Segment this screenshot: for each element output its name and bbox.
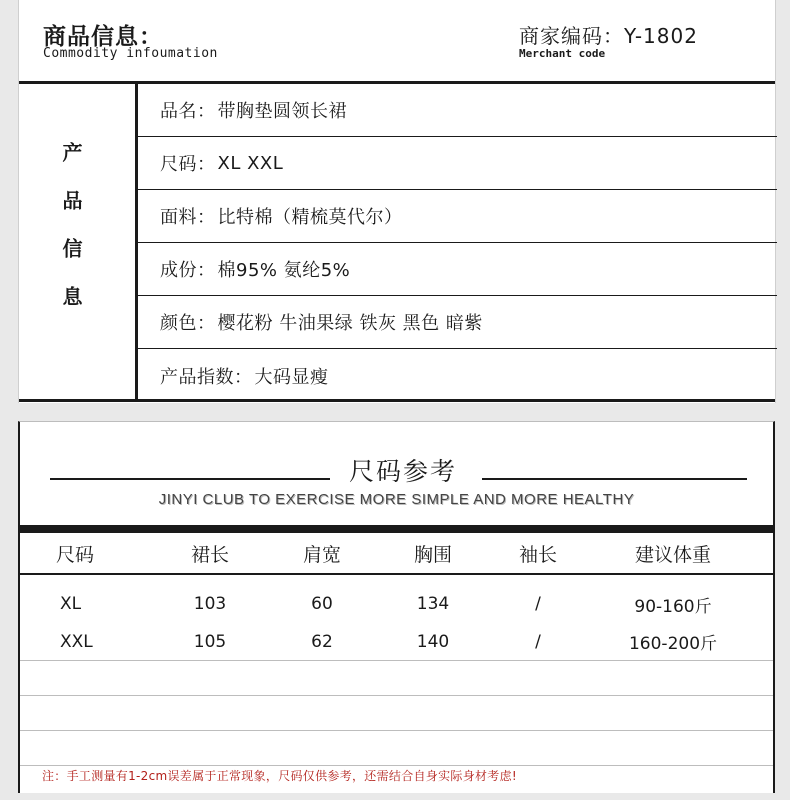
table-cell: /	[535, 631, 541, 652]
info-label: 尺码：	[160, 154, 216, 175]
table-cell: 60	[311, 594, 333, 614]
size-chart-panel	[18, 421, 775, 793]
table-header-row	[20, 533, 773, 575]
info-label: 成份：	[160, 260, 216, 281]
info-row-name	[138, 84, 777, 137]
section-subtitle: Commodity infoumation	[43, 46, 218, 61]
column-header: 肩宽	[302, 543, 341, 566]
table-cell: 134	[416, 594, 450, 614]
merchant-code-subtitle: Merchant code	[519, 47, 606, 60]
column-header: 袖长	[518, 543, 557, 566]
size-table	[20, 533, 773, 766]
table-cell: XXL	[60, 631, 93, 652]
table-cell: 62	[311, 631, 333, 652]
empty-table-row	[20, 661, 773, 696]
info-row-fabric	[138, 190, 777, 243]
info-row-composition	[138, 243, 777, 296]
info-label: 颜色：	[160, 313, 216, 334]
info-value: 棉95% 氨纶5%	[217, 260, 351, 281]
table-cell: 160-200斤	[628, 634, 718, 654]
title-rule-right	[482, 478, 747, 480]
table-row	[20, 585, 773, 623]
table-cell: 140	[416, 631, 450, 652]
product-info-side-title: 产品信息	[59, 142, 83, 334]
size-chart-header-bar	[20, 525, 773, 533]
empty-table-row	[20, 696, 773, 731]
measurement-note: 注：手工测量有1-2cm误差属于正常现象，尺码仅供参考，还需结合自身实际身材考虑!	[42, 769, 517, 783]
product-info-panel	[18, 0, 776, 403]
info-value: 比特棉（精梳莫代尔）	[217, 207, 403, 228]
section-title: 商品信息：	[43, 24, 163, 50]
info-value: 带胸垫圆领长裙	[217, 101, 347, 122]
info-label: 品名：	[160, 101, 216, 122]
empty-table-row	[20, 731, 773, 766]
table-cell: XL	[60, 594, 82, 614]
table-row	[20, 623, 773, 661]
info-value: 大码显瘦	[254, 366, 329, 388]
product-info-rows	[138, 84, 777, 402]
info-value: XL XXL	[217, 152, 284, 174]
column-header: 裙长	[190, 543, 229, 566]
column-header: 尺码	[56, 543, 95, 566]
info-label: 面料：	[160, 207, 216, 228]
info-row-index	[138, 349, 777, 402]
merchant-code: 商家编码：Y-1802	[519, 24, 698, 48]
info-row-size	[138, 137, 777, 190]
info-row-colors	[138, 296, 777, 349]
table-cell: 105	[193, 631, 227, 652]
bottom-divider	[19, 399, 775, 402]
size-chart-subtitle: JINYI CLUB TO EXERCISE MORE SIMPLE AND MORE HEALTHY	[158, 491, 635, 508]
table-cell: /	[535, 594, 541, 614]
column-header: 胸围	[413, 543, 452, 566]
spacer	[20, 575, 773, 585]
column-header: 建议体重	[634, 543, 711, 566]
info-label: 产品指数：	[160, 366, 253, 388]
table-cell: 103	[193, 594, 227, 614]
table-cell: 90-160斤	[634, 596, 712, 617]
title-rule-left	[50, 478, 330, 480]
info-value: 樱花粉 牛油果绿 铁灰 黑色 暗紫	[217, 313, 483, 334]
size-chart-title: 尺码参考	[348, 457, 457, 486]
